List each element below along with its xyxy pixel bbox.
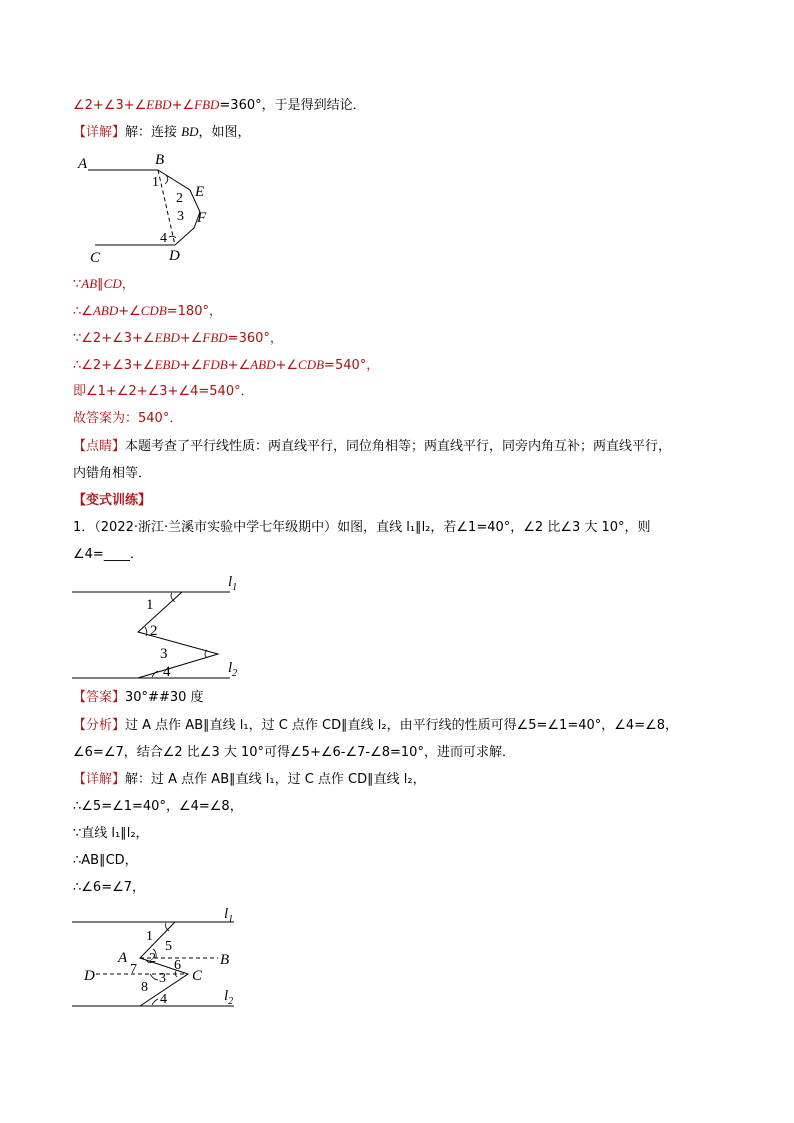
label-l2: $l_2$ bbox=[228, 660, 238, 679]
label-E: E bbox=[195, 184, 205, 200]
label-l1: $l_1$ bbox=[224, 906, 234, 925]
text-span: ∵ bbox=[73, 277, 82, 292]
text-span: 解：连接 bbox=[125, 125, 182, 140]
text-span: EBD bbox=[154, 357, 180, 372]
text-span: ， bbox=[121, 277, 135, 292]
angle-4: 4 bbox=[160, 992, 167, 1007]
angle-2: 2 bbox=[149, 951, 156, 966]
analysis-line-2: ∠6=∠7，结合∠2 比∠3 大 10°可得∠5+∠6-∠7-∠8=10°，进而可求解． bbox=[73, 745, 515, 760]
text-span: +∠ bbox=[275, 358, 299, 373]
text-span: 本题考查了平行线性质：两直线平行，同位角相等；两直线平行，同旁内角互补；两直线平行， bbox=[125, 439, 672, 454]
text-span: ∥ bbox=[97, 277, 104, 292]
solution-line-5: ∴∠6=∠7， bbox=[73, 880, 146, 895]
angle-4: 4 bbox=[163, 664, 171, 680]
label-l1: $l_1$ bbox=[228, 574, 238, 593]
section-heading: 【变式训练】 bbox=[73, 493, 152, 508]
angle-4: 4 bbox=[160, 231, 167, 246]
text-span: EBD bbox=[154, 330, 180, 345]
label-F: F bbox=[197, 210, 207, 226]
text-span: 解：过 A 点作 AB∥直线 l₁，过 C 点作 CD∥直线 l₂， bbox=[125, 772, 426, 787]
text-span: +∠ bbox=[227, 358, 251, 373]
label-A: A bbox=[78, 156, 88, 172]
angle-3: 3 bbox=[159, 971, 166, 986]
solution-line-2: ∴∠5=∠1=40°，∠4=∠8， bbox=[73, 799, 243, 814]
section-tag: 【详解】 bbox=[73, 125, 126, 140]
label-B: B bbox=[220, 952, 230, 968]
text-span: ABD bbox=[92, 303, 119, 318]
angle-1: 1 bbox=[152, 175, 159, 190]
angle-3: 3 bbox=[177, 209, 184, 224]
label-C: C bbox=[192, 968, 203, 984]
text-line-7: 即∠1+∠2+∠3+∠4=540°． bbox=[73, 384, 254, 399]
text-span: CDB bbox=[140, 303, 167, 318]
solution-line-3: ∵直线 l₁∥l₂， bbox=[73, 826, 149, 841]
text-span: +∠ bbox=[179, 331, 203, 346]
label-l2: $l_2$ bbox=[224, 988, 234, 1007]
text-span: ，如图， bbox=[198, 125, 251, 140]
text-span: ∠2+∠3+∠ bbox=[73, 98, 147, 113]
label-C: C bbox=[90, 250, 101, 265]
angle-1: 1 bbox=[146, 929, 153, 944]
text-span: FBD bbox=[194, 97, 220, 112]
figure-zigzag-auxiliary bbox=[70, 902, 250, 1014]
label-B: B bbox=[155, 152, 165, 168]
text-span: =360°， bbox=[227, 331, 283, 346]
figure-zigzag bbox=[70, 572, 250, 684]
section-tag: 【点睛】 bbox=[73, 439, 126, 454]
question-line-2: ∠4=____． bbox=[73, 547, 143, 562]
text-line-3 bbox=[73, 275, 135, 294]
text-span: 过 A 点作 AB∥直线 l₁，过 C 点作 CD∥直线 l₂，由平行线的性质可得∠5=∠1=40°，∠4=∠8， bbox=[125, 718, 679, 733]
text-line-2 bbox=[73, 123, 251, 142]
section-tag: 【详解】 bbox=[73, 772, 126, 787]
solution-line-4: ∴AB∥CD， bbox=[73, 853, 138, 868]
figure-quadrilateral bbox=[70, 150, 230, 265]
text-span: FDB bbox=[202, 357, 228, 372]
section-tag: 【答案】 bbox=[73, 690, 126, 705]
text-line-8: 故答案为：540°． bbox=[73, 411, 183, 426]
text-span: +∠ bbox=[118, 304, 141, 319]
angle-7: 7 bbox=[130, 962, 137, 977]
text-span: ∴∠2+∠3+∠ bbox=[73, 358, 155, 373]
text-span: EBD bbox=[146, 97, 172, 112]
text-span: 30°##30 度 bbox=[125, 690, 204, 705]
text-span: =180°， bbox=[166, 304, 222, 319]
analysis-line-1 bbox=[73, 717, 678, 735]
text-span: +∠ bbox=[179, 358, 203, 373]
text-span: CDB bbox=[298, 357, 325, 372]
label-D: D bbox=[84, 968, 95, 984]
text-span: +∠ bbox=[171, 98, 195, 113]
text-span: BD bbox=[181, 124, 199, 139]
angle-2: 2 bbox=[176, 191, 183, 206]
text-line-6 bbox=[73, 356, 379, 375]
text-line-1 bbox=[73, 96, 366, 115]
label-D: D bbox=[169, 248, 180, 264]
angle-1: 1 bbox=[146, 597, 154, 613]
angle-5: 5 bbox=[165, 939, 172, 954]
text-span: ∴∠ bbox=[73, 304, 93, 319]
text-span: =540°， bbox=[324, 358, 380, 373]
label-A: A bbox=[118, 950, 128, 966]
text-line-9 bbox=[73, 438, 671, 456]
text-line-10: 内错角相等． bbox=[73, 466, 152, 481]
angle-8: 8 bbox=[141, 980, 148, 995]
text-span: AB bbox=[81, 276, 98, 291]
text-span: CD bbox=[103, 276, 122, 291]
angle-2: 2 bbox=[150, 623, 158, 639]
solution-line-1 bbox=[73, 771, 426, 789]
text-line-5 bbox=[73, 329, 283, 348]
text-span: =360°，于是得到结论． bbox=[219, 98, 366, 113]
section-tag: 【分析】 bbox=[73, 718, 126, 733]
text-span: ∵∠2+∠3+∠ bbox=[73, 331, 155, 346]
text-span: ABD bbox=[250, 357, 276, 372]
angle-3: 3 bbox=[160, 646, 168, 662]
question-line-1: 1．（2022·浙江·兰溪市实验中学七年级期中）如图，直线 l₁∥l₂，若∠1=40°，∠2 比∠3 大 10°，则 bbox=[73, 520, 651, 535]
angle-6: 6 bbox=[174, 958, 181, 973]
text-line-4 bbox=[73, 302, 222, 321]
text-span: FBD bbox=[202, 330, 228, 345]
answer-line bbox=[73, 689, 204, 707]
